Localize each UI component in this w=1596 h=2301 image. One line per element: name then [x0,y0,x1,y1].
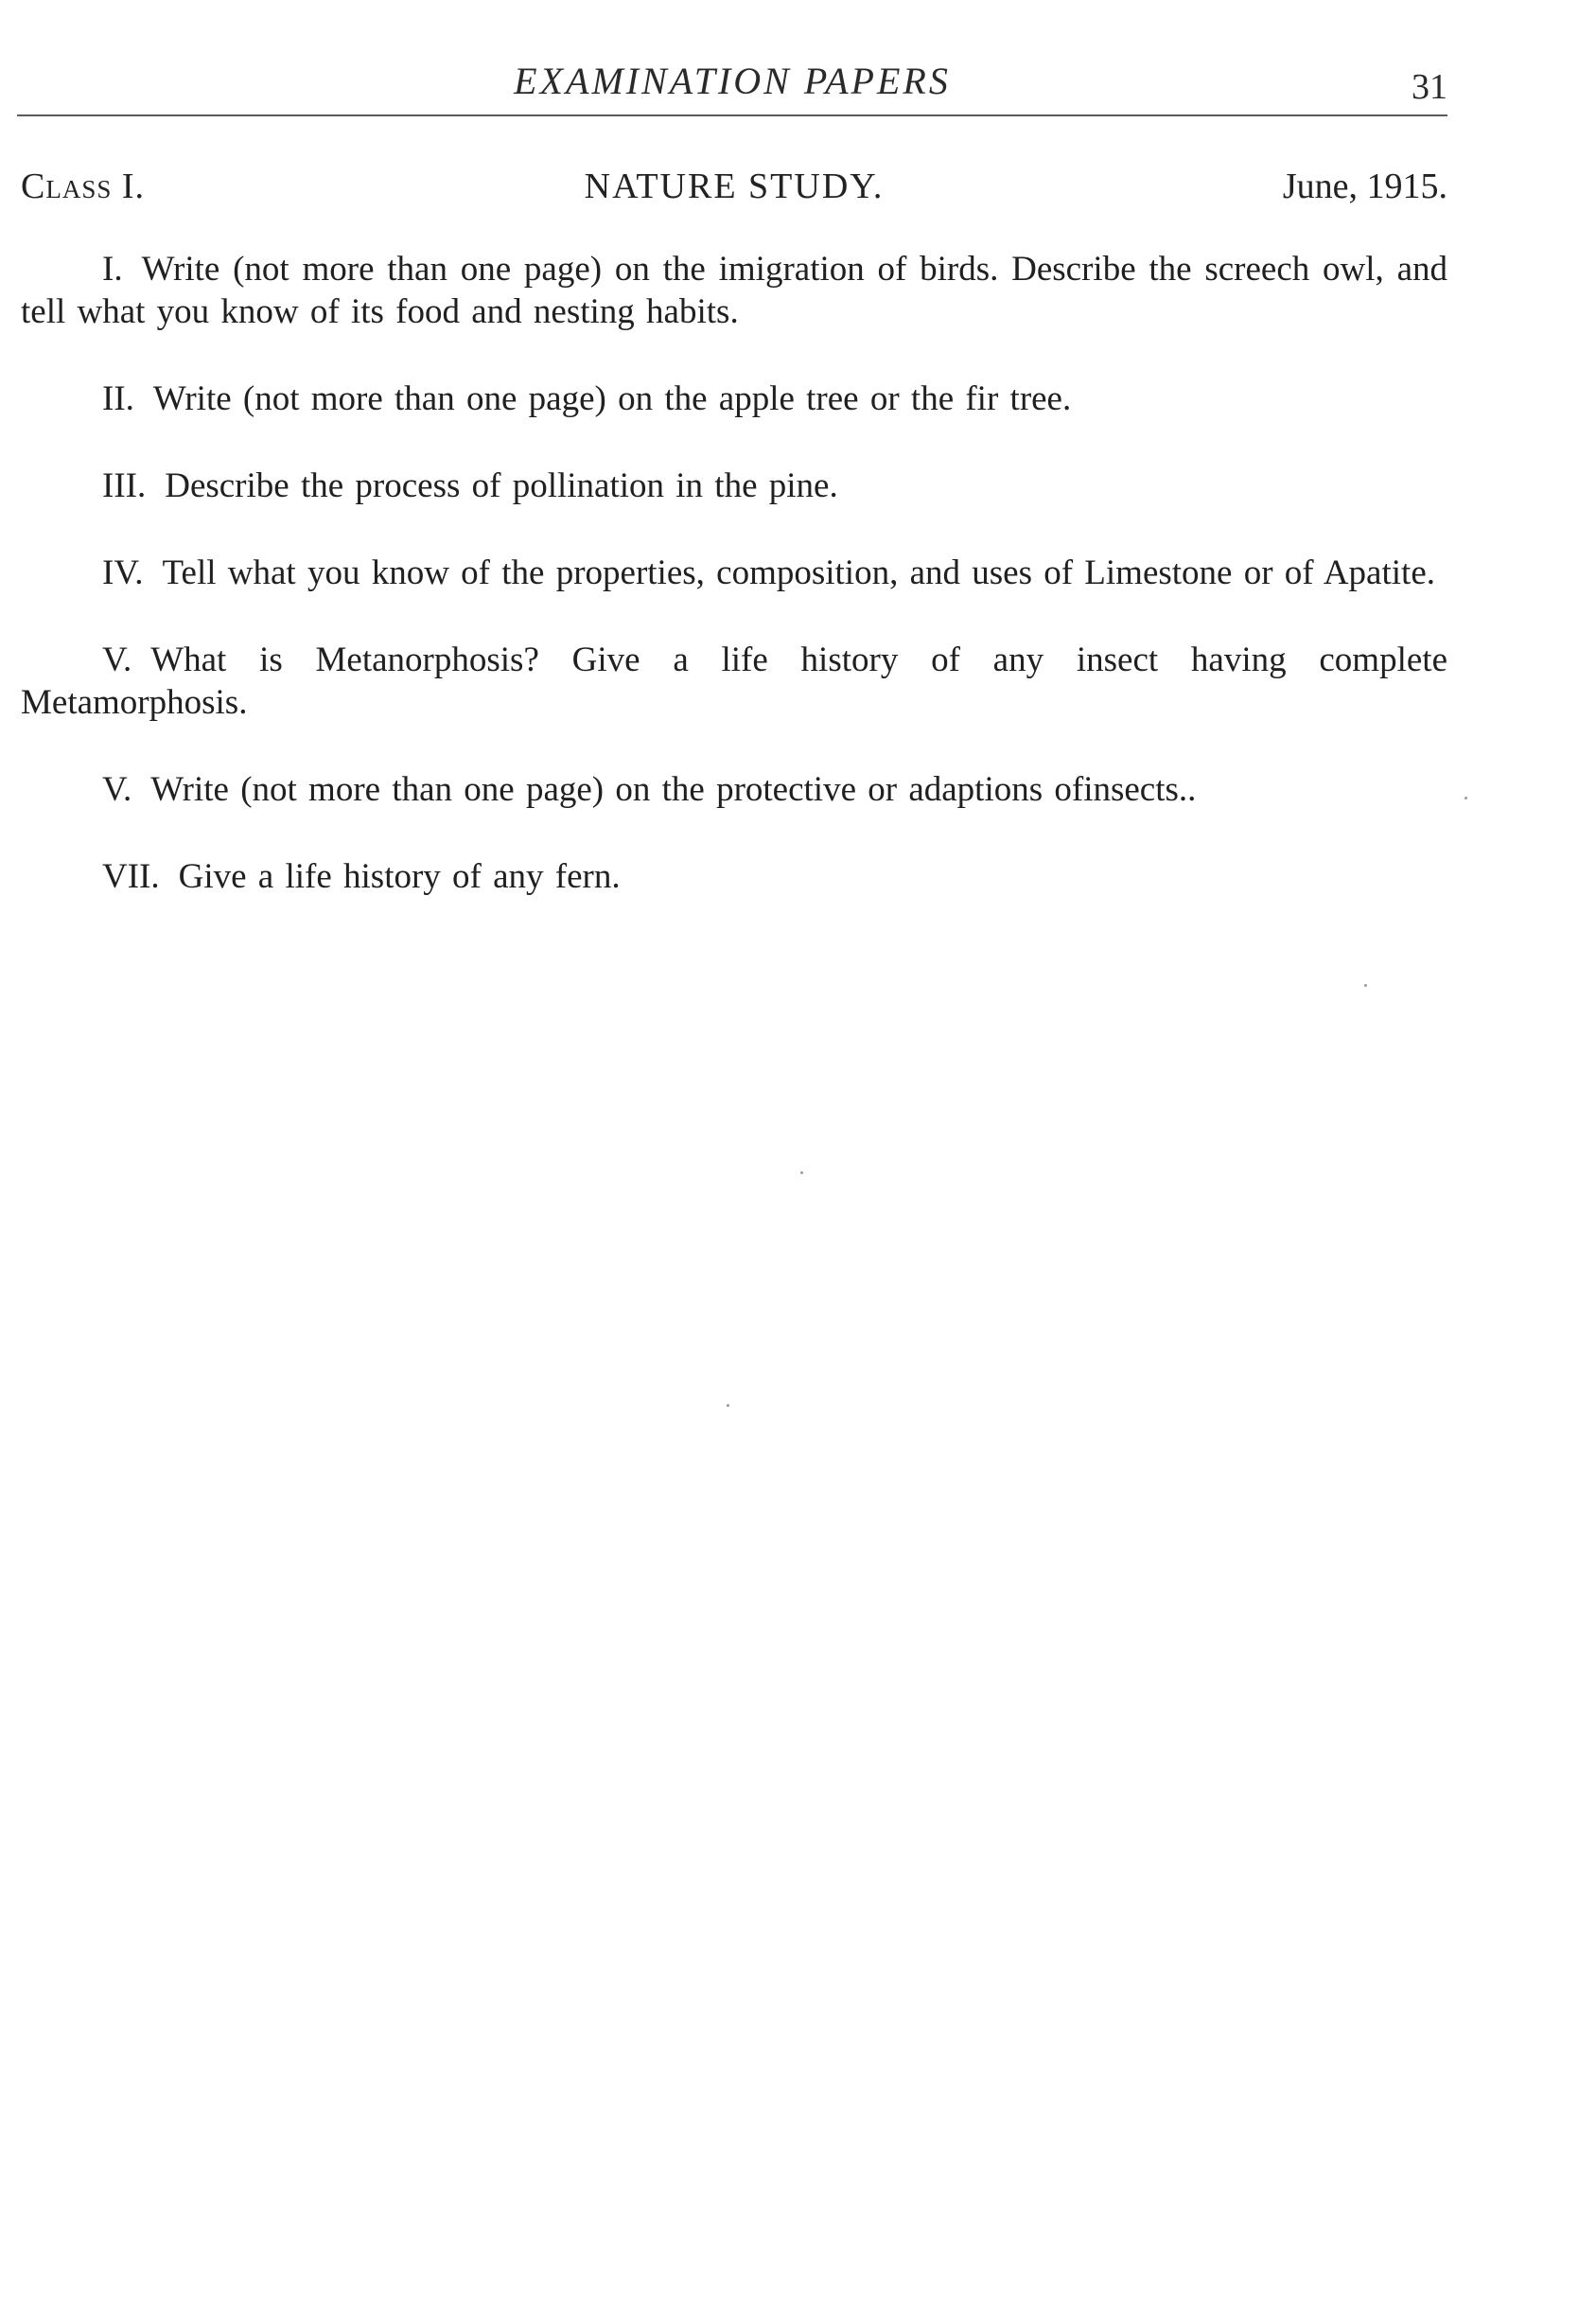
question-text: Give a life history of any fern. [178,857,621,896]
question-number: V. [102,641,132,679]
paper-speck [1464,797,1467,799]
paper-speck [1364,984,1367,987]
question-number: VII. [102,857,160,896]
paper-speck [800,1171,803,1174]
question-item [21,248,1447,333]
running-head [17,59,1447,108]
question-text: Describe the process of pollination in the pine. [165,466,838,505]
subject-title: NATURE STUDY. [584,167,885,206]
class-label: Class I. [21,167,146,206]
question-text: Write (not more than one page) on the imigration of birds. Describe the screech owl, and tell what you know of its food and nesting habits. [21,250,1447,331]
exam-date: June, 1915. [1282,167,1447,206]
question-text: Write (not more than one page) on the apple tree or the fir tree. [152,379,1072,418]
question-number: III. [102,466,147,505]
question-text: What is Metanorphosis? Give a life history of any insect having complete Metamorphosis. [21,641,1447,722]
question-item [21,552,1447,594]
question-number: I. [102,250,123,289]
running-title: EXAMINATION PAPERS [514,60,951,102]
question-number: IV. [102,553,144,592]
question-text: Tell what you know of the properties, composition, and uses of Limestone or of Apatite. [162,553,1435,592]
question-number: II. [102,379,134,418]
question-item [21,378,1447,420]
question-item [21,768,1447,811]
question-item [21,639,1447,724]
header-rule [17,114,1447,116]
question-text: Write (not more than one page) on the protective or adaptions ofinsects.. [150,770,1197,809]
question-item [21,465,1447,507]
question-item [21,855,1447,898]
exam-heading [21,166,1447,211]
page-number: 31 [1412,67,1447,107]
question-number: V. [102,770,132,809]
question-list [21,248,1447,942]
paper-speck [727,1404,729,1407]
